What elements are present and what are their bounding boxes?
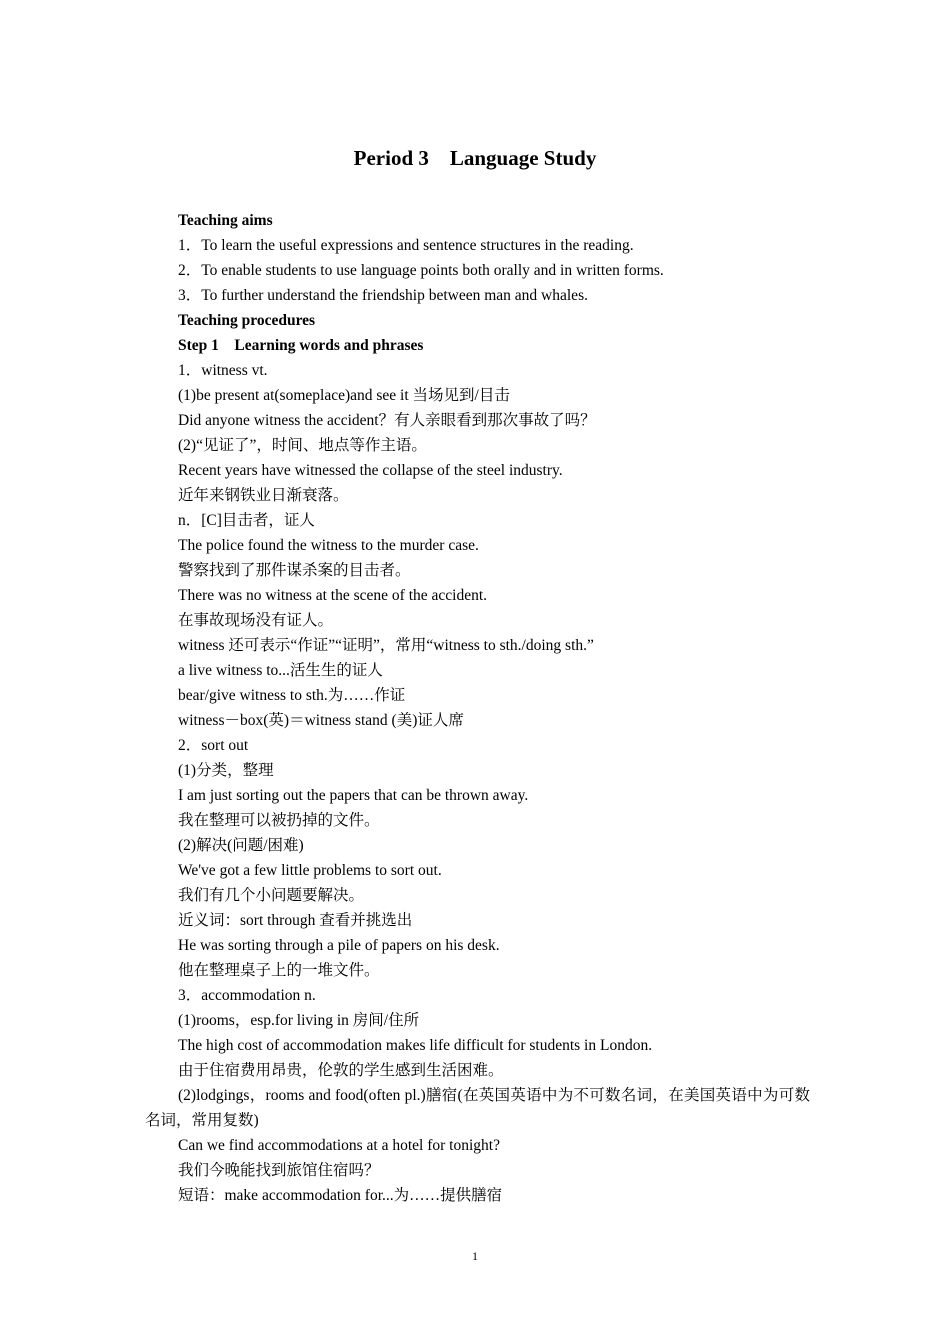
text-line: 3．To further understand the friendship between man and whales. bbox=[178, 287, 588, 304]
text-line: We've got a few little problems to sort out. bbox=[178, 862, 442, 879]
text-line: Can we find accommodations at a hotel for tonight? bbox=[178, 1137, 500, 1154]
text-line: 近年来钢铁业日渐衰落。 bbox=[178, 487, 349, 504]
text-line: 在事故现场没有证人。 bbox=[178, 612, 334, 629]
text-line: Did anyone witness the accident？有人亲眼看到那次事故了吗？ bbox=[178, 412, 596, 429]
text-line: a live witness to...活生生的证人 bbox=[178, 662, 383, 679]
text-line: 短语：make accommodation for...为……提供膳宿 bbox=[178, 1187, 503, 1204]
text-line: Recent years have witnessed the collapse of the steel industry. bbox=[178, 462, 563, 479]
text-line: 由于住宿费用昂贵，伦敦的学生感到生活困难。 bbox=[178, 1062, 504, 1079]
text-line: witness－box(英)＝witness stand (美)证人席 bbox=[178, 712, 464, 729]
text-line: (2)“见证了”，时间、地点等作主语。 bbox=[178, 437, 427, 454]
text-line: 我们有几个小问题要解决。 bbox=[178, 887, 365, 904]
text-line: There was no witness at the scene of the accident. bbox=[178, 587, 488, 604]
text-line: 我们今晚能找到旅馆住宿吗？ bbox=[178, 1162, 380, 1179]
page-title: Period 3 Language Study bbox=[353, 146, 597, 170]
text-line: 近义词：sort through 查看并挑选出 bbox=[178, 912, 413, 929]
text-line: (1)分类，整理 bbox=[178, 762, 274, 779]
text-line: He was sorting through a pile of papers on his desk. bbox=[178, 937, 500, 954]
section-heading: Teaching aims bbox=[178, 212, 273, 229]
text-line: (1)be present at(someplace)and see it 当场见到/目击 bbox=[178, 387, 510, 404]
text-line: I am just sorting out the papers that can be thrown away. bbox=[178, 787, 529, 804]
paragraph: (2)lodgings，rooms and food(often pl.)膳宿(在英国英语中为不可数名词，在美国英语中为可数名词，常用复数) bbox=[145, 1087, 810, 1129]
page-number: 1 bbox=[472, 1249, 478, 1263]
text-line: 他在整理桌子上的一堆文件。 bbox=[178, 962, 380, 979]
text-line: bear/give witness to sth.为……作证 bbox=[178, 687, 406, 704]
text-line: 警察找到了那件谋杀案的目击者。 bbox=[178, 562, 411, 579]
text-line: 2．sort out bbox=[178, 737, 249, 754]
section-heading: Step 1 Learning words and phrases bbox=[178, 337, 424, 354]
text-line: The police found the witness to the murder case. bbox=[178, 537, 479, 554]
text-line: 2．To enable students to use language points both orally and in written forms. bbox=[178, 262, 664, 279]
text-line: n．[C]目击者，证人 bbox=[178, 512, 315, 529]
text-line: witness 还可表示“作证”“证明”，常用“witness to sth./doing sth.” bbox=[178, 637, 594, 654]
document-body bbox=[145, 208, 810, 1208]
text-line: (2)解决(问题/困难) bbox=[178, 837, 304, 854]
text-line: 我在整理可以被扔掉的文件。 bbox=[178, 812, 380, 829]
text-line: 1．To learn the useful expressions and sentence structures in the reading. bbox=[178, 237, 634, 254]
text-line: 3．accommodation n. bbox=[178, 987, 316, 1004]
text-line: 1．witness vt. bbox=[178, 362, 268, 379]
section-heading: Teaching procedures bbox=[178, 312, 316, 329]
text-line: (1)rooms，esp.for living in 房间/住所 bbox=[178, 1012, 420, 1029]
text-line: The high cost of accommodation makes life difficult for students in London. bbox=[178, 1037, 653, 1054]
